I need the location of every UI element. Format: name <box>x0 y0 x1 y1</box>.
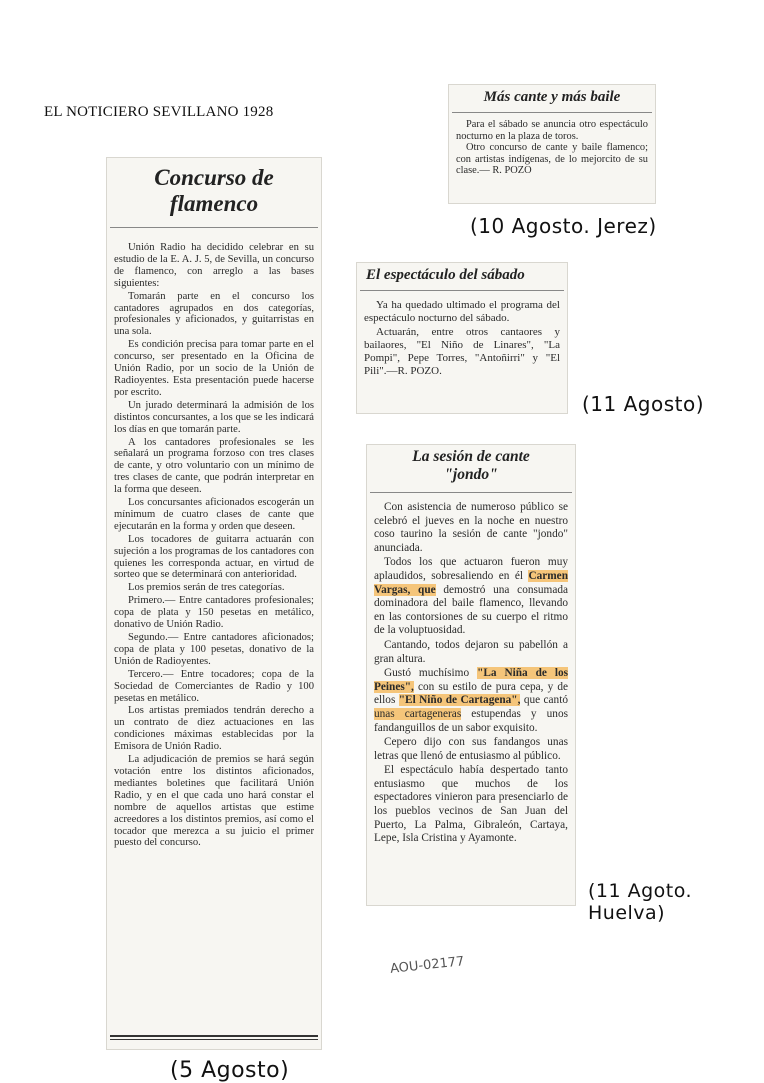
clipping-concurso-flamenco <box>106 157 322 1050</box>
paragraph <box>374 556 568 638</box>
title-line: La sesión de cante <box>412 448 530 465</box>
highlighted-name: "El Niño de Cartagena", <box>398 694 521 707</box>
page-title: EL NOTICIERO SEVILLANO 1928 <box>44 104 274 120</box>
highlighted-name: "La Niña de los Peines", <box>374 667 568 693</box>
clipping-title: El espectáculo del sábado <box>360 262 564 291</box>
paragraph: Tercero.— Entre tocadores; copa de la Sociedad de Comerciantes de Radio y 100 pesetas en metálico. <box>114 668 314 704</box>
paragraph: A los cantadores profesionales se les señalará un programa forzoso con tres clases de cante, y otro voluntario con un mínimo de tres clases de cante, que podrán interpretar en la forma que deseen. <box>114 436 314 496</box>
paragraph: Es condición precisa para tomar parte en el concurso, ser presentado en la Oficina de Unión Radio, por un socio de la Unión de Radioyentes. Esta presentación puede hacerse por escrito. <box>114 339 314 398</box>
text-run: que cantó <box>523 694 568 707</box>
archive-code: AOU-02177 <box>389 954 466 977</box>
handwritten-date-note: (11 Agosto) <box>582 392 705 416</box>
clipping-title <box>370 444 572 493</box>
handwritten-date-note: (11 Agoto. Huelva) <box>588 880 693 924</box>
paragraph: Unión Radio ha decidido celebrar en su estudio de la E. A. J. 5, de Sevilla, un concurso de flamenco, con arreglo a las bases siguientes: <box>114 242 314 289</box>
paragraph: La adjudicación de premios se hará según votación entre los distintos aficionados, mediantes boletines que facilitará Unión Radio, y en el que cada uno hará constar el nombre de aquellos artistas que estime acreedores a los distintos premios, así como el tocador que merezca a su juicio el primer puesto del concurso. <box>114 754 314 849</box>
clipping-title: Más cante y más baile <box>452 84 652 113</box>
text-run: Gustó muchísimo <box>384 667 470 680</box>
paragraph: Ya ha quedado ultimado el programa del espectáculo nocturno del sábado. <box>364 299 560 324</box>
paragraph: Los concursantes aficionados escogerán un mínimum de cuatro clases de cante que ejecutarán en la forma y orden que deseen. <box>114 497 314 532</box>
paragraph: Otro concurso de cante y baile flamenco; con artistas indígenas, de lo mejorcito de su clase.— R. POZO <box>456 142 648 177</box>
paragraph: Para el sábado se anuncia otro espectáculo nocturno en la plaza de toros. <box>456 119 648 142</box>
clipping-sesion-cante-jondo <box>366 444 576 906</box>
paragraph: Segundo.— Entre cantadores aficionados; copa de plata y 100 pesetas, donativo de la Unión de Radioyentes. <box>114 632 314 667</box>
highlighted-phrase: unas cartageneras <box>374 707 462 720</box>
paragraph: El espectáculo había despertado tanto entusiasmo que muchos de los espectadores vinieron para presenciarlo de los pueblos vecinos de San Juan del Puerto, La Palma, Gibraleón, Cartaya, Lepe, Isla Cristina y Ayamonte. <box>374 764 568 845</box>
clipping-title: Concurso de flamenco <box>110 157 318 228</box>
paragraph: Cantando, todos dejaron su pabellón a gran altura. <box>374 638 568 665</box>
end-rule <box>110 1035 318 1040</box>
title-line: "jondo" <box>444 466 498 483</box>
clipping-espectaculo-sabado <box>356 262 568 414</box>
clipping-body <box>448 113 656 183</box>
clipping-mas-cante <box>448 84 656 204</box>
paragraph: Con asistencia de numeroso público se celebró el jueves en la noche en nuestro coso taurino la sesión de cante "jondo" anunciada. <box>374 501 568 554</box>
paragraph: Actuarán, entre otros cantaores y bailaores, "El Niño de Linares", "La Pompi", Pepe Torres, "Antoñirri" y "El Pili".—R. POZO. <box>364 326 560 377</box>
paragraph: Cepero dijo con sus fandangos unas letras que llenó de entusiasmo al público. <box>374 736 568 762</box>
text-run: demostró una consumada dominadora del baile flamenco, llevando en las contorsiones de su cuerpo el ritmo de la voluptuosidad. <box>374 583 568 637</box>
paragraph: Tomarán parte en el concurso los cantadores agrupados en dos categorías, profesionales y aficionados, y guitarristas en una sola. <box>114 290 314 338</box>
clipping-body <box>366 493 576 855</box>
text-run: estupendas y unos fandanguillos de un sabor exquisito. <box>374 707 568 734</box>
clipping-body <box>356 291 568 387</box>
paragraph: Los artistas premiados tendrán derecho a un contrato de diez actuaciones en las condiciones máximas establecidas por la Emisora de Unión Radio. <box>114 705 314 753</box>
handwritten-date-note: (10 Agosto. Jerez) <box>470 214 657 238</box>
text-run: Todos los que actuaron fueron muy aplaudidos, sobresaliendo en él <box>374 556 568 582</box>
paragraph <box>374 667 568 735</box>
paragraph: Un jurado determinará la admisión de los distintos concursantes, a los que se les indicará los días en que tomarán parte. <box>114 399 314 435</box>
handwritten-date-note: (5 Agosto) <box>170 1058 290 1083</box>
paragraph: Los tocadores de guitarra actuarán con sujeción a los programas de los cantadores con quienes les corresponda actuar, en virtud de sorteo que se determinará con anterioridad. <box>114 533 314 581</box>
paragraph: Primero.— Entre cantadores profesionales; copa de plata y 150 pesetas en metálico, donativo de Unión Radio. <box>114 595 314 631</box>
paragraph: Los premios serán de tres categorías. <box>128 582 285 594</box>
text-run: con su estilo de pura cepa, y de ellos <box>374 680 568 707</box>
highlighted-name: Carmen Vargas, que <box>374 569 568 596</box>
clipping-body <box>106 228 322 856</box>
